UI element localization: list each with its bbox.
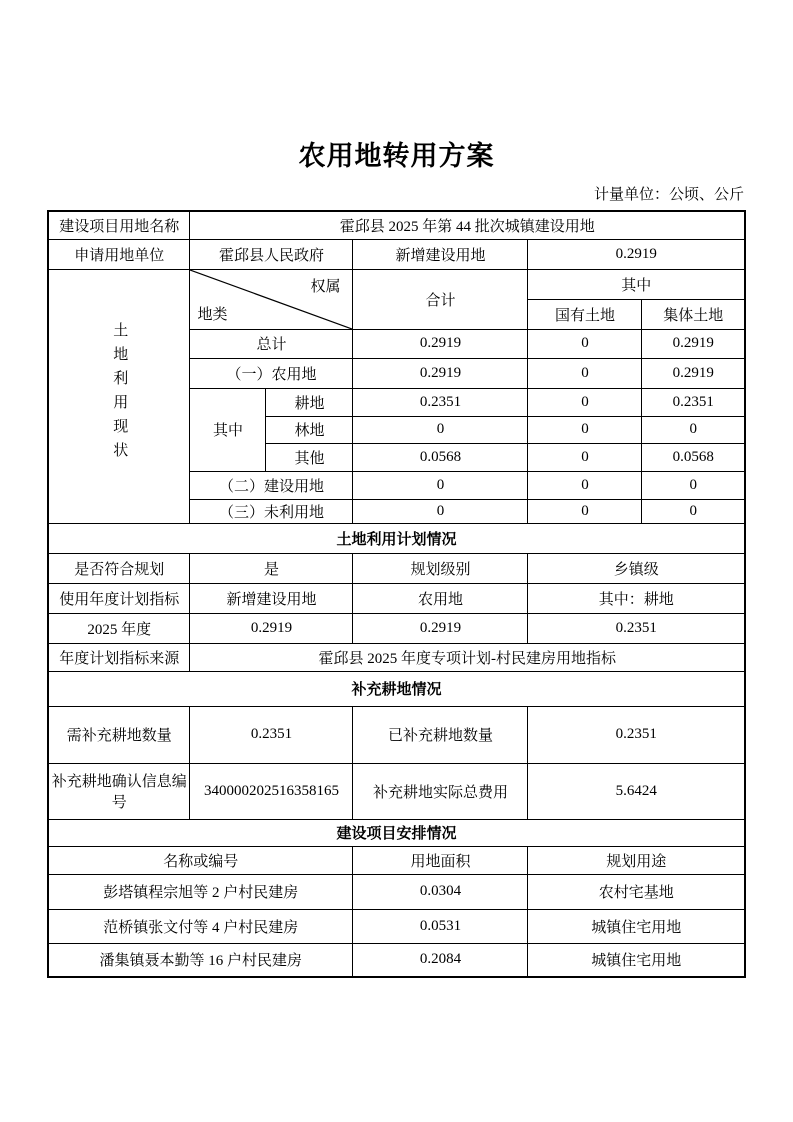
among-rowspan-label: 其中 [190, 388, 266, 471]
new-land-label: 新增建设用地 [353, 239, 528, 269]
other-collective: 0.0568 [642, 443, 745, 471]
agri-land-label: （一）农用地 [190, 358, 353, 388]
plan-source-label: 年度计划指标来源 [48, 643, 190, 671]
document-title: 农用地转用方案 [298, 141, 495, 171]
row-project-name [48, 211, 745, 239]
need-supplement-value: 0.2351 [190, 706, 353, 763]
row-plan-section-title [48, 523, 745, 553]
plan-level-label: 规划级别 [353, 553, 528, 583]
project-name-label: 建设项目用地名称 [48, 211, 190, 239]
project-row-1 [48, 874, 745, 909]
measurement-unit-note: 计量单位：公顷、公斤 [593, 187, 744, 203]
construction-state: 0 [528, 471, 642, 499]
plan-year-value1: 0.2919 [190, 613, 353, 643]
row-plan-year-values [48, 613, 745, 643]
project-3-name: 潘集镇聂本勤等 16 户村民建房 [48, 943, 353, 977]
plan-level-value: 乡镇级 [528, 553, 745, 583]
compliance-label: 是否符合规划 [48, 553, 190, 583]
col-header-among: 其中 [528, 269, 745, 299]
plan-year-value2: 0.2919 [353, 613, 528, 643]
unused-total: 0 [353, 499, 528, 523]
plan-source-value: 霍邱县 2025 年度专项计划-村民建房用地指标 [190, 643, 745, 671]
project-2-area: 0.0531 [353, 909, 528, 943]
quota-new-construction: 新增建设用地 [190, 583, 353, 613]
forest-collective: 0 [642, 416, 745, 443]
unused-state: 0 [528, 499, 642, 523]
col-header-state-land: 国有土地 [528, 299, 642, 329]
confirm-number-value: 340000202516358165 [190, 763, 353, 819]
construction-total: 0 [353, 471, 528, 499]
row-plan-source [48, 643, 745, 671]
applicant-value: 霍邱县人民政府 [190, 239, 353, 269]
row-plan-compliance [48, 553, 745, 583]
form-table [47, 210, 746, 978]
unused-label: （三）未利用地 [190, 499, 353, 523]
project-2-purpose: 城镇住宅用地 [528, 909, 745, 943]
plan-year-label: 2025 年度 [48, 613, 190, 643]
cultivated-total: 0.2351 [353, 388, 528, 416]
agri-land-collective: 0.2919 [642, 358, 745, 388]
projects-section-title: 建设项目安排情况 [48, 819, 745, 846]
diagonal-ownership-label: 权属 [310, 278, 341, 295]
unused-collective: 0 [642, 499, 745, 523]
need-supplement-label: 需补充耕地数量 [48, 706, 190, 763]
grand-total-collective: 0.2919 [642, 329, 745, 358]
row-supplement-quantity [48, 706, 745, 763]
quota-agricultural: 农用地 [353, 583, 528, 613]
quota-cultivated: 其中：耕地 [528, 583, 745, 613]
row-supplement-section-title [48, 671, 745, 706]
forest-total: 0 [353, 416, 528, 443]
confirm-number-label: 补充耕地确认信息编号 [48, 763, 190, 819]
grand-total-label: 总计 [190, 329, 353, 358]
projects-header-name: 名称或编号 [48, 846, 353, 874]
other-total: 0.0568 [353, 443, 528, 471]
cultivated-collective: 0.2351 [642, 388, 745, 416]
project-name-value: 霍邱县 2025 年第 44 批次城镇建设用地 [190, 211, 745, 239]
project-1-purpose: 农村宅基地 [528, 874, 745, 909]
row-landuse-header-1 [48, 269, 745, 299]
cultivated-state: 0 [528, 388, 642, 416]
col-header-total: 合计 [353, 269, 528, 329]
construction-collective: 0 [642, 471, 745, 499]
row-applicant [48, 239, 745, 269]
project-1-name: 彭塔镇程宗旭等 2 户村民建房 [48, 874, 353, 909]
supplement-section-title: 补充耕地情况 [48, 671, 745, 706]
project-row-2 [48, 909, 745, 943]
project-3-purpose: 城镇住宅用地 [528, 943, 745, 977]
forest-label: 林地 [266, 416, 353, 443]
cultivated-label: 耕地 [266, 388, 353, 416]
row-supplement-confirm [48, 763, 745, 819]
agri-land-state: 0 [528, 358, 642, 388]
grand-total-total: 0.2919 [353, 329, 528, 358]
compliance-value: 是 [190, 553, 353, 583]
projects-header-purpose: 规划用途 [528, 846, 745, 874]
done-supplement-label: 已补充耕地数量 [353, 706, 528, 763]
land-use-section-cell [48, 269, 190, 523]
project-2-name: 范桥镇张文付等 4 户村民建房 [48, 909, 353, 943]
col-header-collective-land: 集体土地 [642, 299, 745, 329]
agri-land-total: 0.2919 [353, 358, 528, 388]
row-projects-section-title [48, 819, 745, 846]
project-3-area: 0.2084 [353, 943, 528, 977]
done-supplement-value: 0.2351 [528, 706, 745, 763]
other-state: 0 [528, 443, 642, 471]
projects-header-area: 用地面积 [353, 846, 528, 874]
project-row-3 [48, 943, 745, 977]
plan-section-title: 土地利用计划情况 [48, 523, 745, 553]
actual-cost-label: 补充耕地实际总费用 [353, 763, 528, 819]
row-projects-header [48, 846, 745, 874]
new-land-value: 0.2919 [528, 239, 745, 269]
quota-usage-label: 使用年度计划指标 [48, 583, 190, 613]
land-use-section-label: 土地利用现状 [111, 321, 128, 466]
construction-label: （二）建设用地 [190, 471, 353, 499]
row-plan-quota-header [48, 583, 745, 613]
project-1-area: 0.0304 [353, 874, 528, 909]
other-label: 其他 [266, 443, 353, 471]
plan-year-value3: 0.2351 [528, 613, 745, 643]
forest-state: 0 [528, 416, 642, 443]
diagonal-header-cell [190, 269, 353, 329]
actual-cost-value: 5.6424 [528, 763, 745, 819]
applicant-label: 申请用地单位 [48, 239, 190, 269]
grand-total-state: 0 [528, 329, 642, 358]
diagonal-landtype-label: 地类 [197, 306, 228, 323]
